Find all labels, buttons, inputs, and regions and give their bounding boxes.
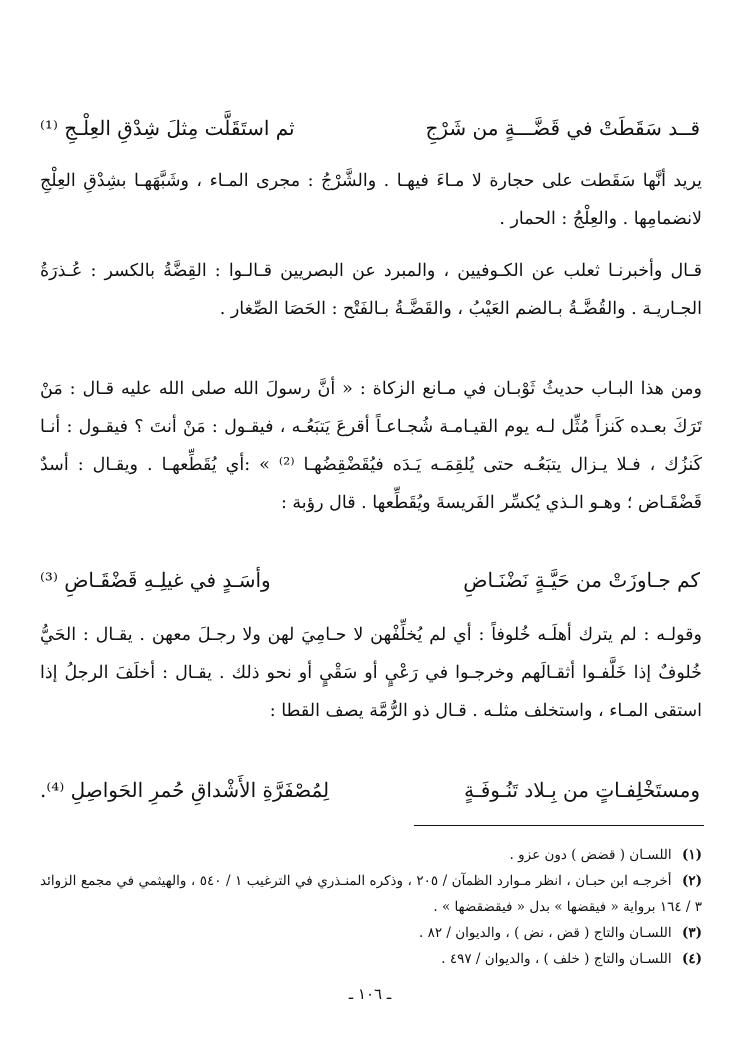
paragraph-2: قـال وأخبرنـا ثعلب عن الكـوفيين ، والمبرد عن البصريين قـالـوا : القِضَّةُ بالكسر : عُـذرَةُ الجـاريـة . والقُضَّـةُ بـالضم العَيْبُ ، والقَضَّـةُ بـالفَتْح : الحَصَا الصِّغار .	[40, 261, 702, 319]
footnote-2	[40, 868, 702, 920]
footnote-number: (٢)	[681, 873, 703, 889]
paragraph-1: يريد أنَّها سَقَطت على حجارة لا مـاءَ فيهـا . والشَّرْجُ : مجرى المـاء ، وشَبَّهَهـا بشِدْقِ العِلْجِ لانضمامِها . والعِلْجُ : الحمار .	[40, 171, 702, 229]
paragraph-3: ومن هذا البـاب حديثُ ثَوْبـان في مـانع الزكاة : « أنَّ رسولَ الله صلى الله عليه قـال : مَنْ تَرَكَ بعـده كَنزاً مُثِّل لـه يوم القيـامـة شُجـاعـاً أقرعَ يَتبَعُـه ، فيقـول : مَنْ أنتَ ؟ فيقـول : أنـا كَنزُك ، فـلا يـزال يتبَعُـه حتى يُلقِمَـه يَـدَه فيُقَضْقِضُهـا ⁽²⁾ » :أي يُقَطِّعهـا . ويقـال : أسدٌ قَضْقَـاض ؛ وهـو الـذي يُكسِّر الفَريسةَ ويُقَطِّعها . قال رؤبة :	[40, 379, 702, 513]
footnote-3	[40, 920, 702, 946]
verse-2-first-hemistich: كم جـاوزَتْ من حَيَّـةٍ نَضْنَـاضِ	[463, 568, 700, 592]
footnote-separator	[414, 825, 704, 826]
paragraph-4: وقولـه : لم يترك أهلَـه خُلوفاً : أي لم يُخلِّفْهن لا حـامِيَ لهن ولا رجـلَ معهن . يقـال : الحَيُّ خُلوفٌ إذا خَلَّفـوا أثقـالَهم وخرجـوا في رَعْيٍ أو سَقْيٍ أو نحو ذلك . يقـال : أخلَفَ الرجلُ إذا استقى المـاء ، واستخلف مثلـه . قـال ذو الرُّمَّة يصف القطا :	[40, 625, 702, 721]
verse-3-second-hemistich: لِمُصْفَرَّةِ الأَشْداقِ حُمرِ الحَواصِلِ ⁽⁴⁾.	[40, 778, 330, 802]
footnote-4	[40, 946, 702, 972]
footnote-text: اللسـان والتاج ( خلف ) ، والديوان / ٤٩٧ .	[441, 951, 672, 967]
footnote-1	[40, 842, 702, 868]
footnotes	[40, 842, 702, 972]
footnote-text: أخرجـه ابن حبـان ، انظر مـوارد الظمآن / ٢٠٥ ، وذكره المنـذري في الترغيب ١ / ٥٤٠ ، والهيثمي في مجمع الزوائد ٣ / ١٦٤ برواية « فيقضها » بدل « فيقضقضها » .	[40, 873, 702, 915]
verse-3-first-hemistich: ومستَخْلِفـاتٍ من بِـلاد تَنُـوفَـةٍ	[464, 778, 700, 802]
footnote-text: اللسـان ( قضض ) دون عزو .	[509, 847, 672, 863]
footnote-text: اللسـان والتاج ( قض ، نض ) ، والديوان / ٨٢ .	[419, 925, 672, 941]
verse-2	[40, 568, 700, 612]
verse-1-first-hemistich: قــد سَقَطَتْ في قَضَّـــةٍ من شَرْجِ	[425, 116, 700, 140]
page-number: ـ ١٠٦ ـ	[348, 985, 392, 1003]
verse-3	[40, 778, 700, 822]
footnote-number: (٣)	[681, 925, 702, 941]
footnote-number: (٤)	[681, 951, 702, 967]
verse-2-second-hemistich: وأسَـدٍ في غيلِـهِ قَضْقَـاضِ ⁽³⁾	[40, 568, 271, 592]
footnote-number: (١)	[681, 847, 702, 863]
verse-1-second-hemistich: ثم استَقَلَّت مِثلَ شِدْقِ العِلْـجِ ⁽¹⁾	[40, 116, 295, 140]
verse-1	[40, 116, 700, 160]
